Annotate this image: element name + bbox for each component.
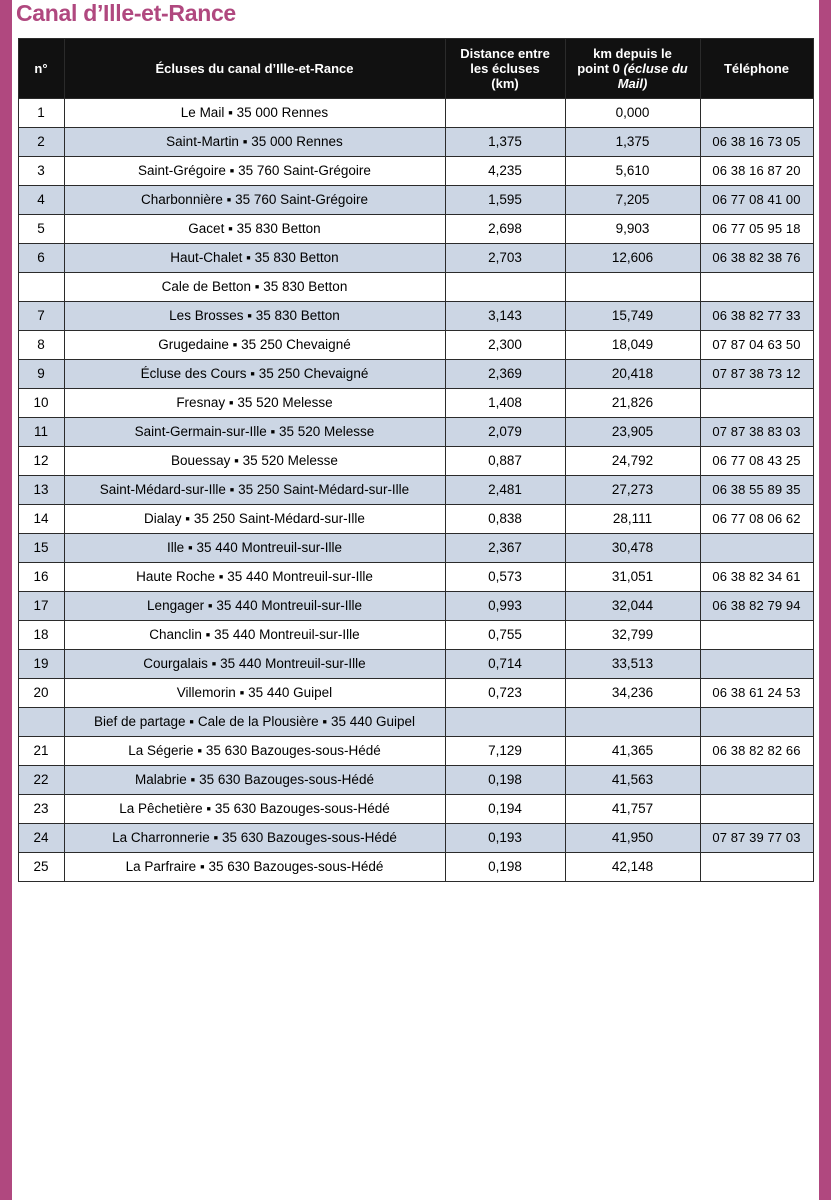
cell-km: 42,148 <box>565 853 700 882</box>
table-row <box>18 418 813 447</box>
cell-distance: 0,193 <box>445 824 565 853</box>
cell-telephone[interactable]: 06 77 08 41 00 <box>700 186 813 215</box>
cell-number: 20 <box>18 679 64 708</box>
cell-telephone[interactable]: 07 87 39 77 03 <box>700 824 813 853</box>
cell-km: 15,749 <box>565 302 700 331</box>
cell-distance: 0,714 <box>445 650 565 679</box>
table-row <box>18 853 813 882</box>
cell-telephone <box>700 650 813 679</box>
table-row <box>18 389 813 418</box>
cell-telephone[interactable]: 06 77 08 06 62 <box>700 505 813 534</box>
table-row <box>18 824 813 853</box>
cell-number: 19 <box>18 650 64 679</box>
cell-number: 6 <box>18 244 64 273</box>
column-header-distance-line3: (km) <box>491 76 519 91</box>
cell-telephone[interactable]: 06 38 55 89 35 <box>700 476 813 505</box>
cell-telephone <box>700 708 813 737</box>
cell-km: 27,273 <box>565 476 700 505</box>
column-header-km-point-zero: point 0 <box>577 61 624 76</box>
cell-telephone <box>700 621 813 650</box>
table-row <box>18 128 813 157</box>
cell-distance: 0,993 <box>445 592 565 621</box>
page-title-bar <box>12 0 819 38</box>
table-row <box>18 273 813 302</box>
cell-km: 0,000 <box>565 99 700 128</box>
table-row <box>18 766 813 795</box>
cell-distance: 0,198 <box>445 766 565 795</box>
cell-distance: 0,194 <box>445 795 565 824</box>
table-row <box>18 679 813 708</box>
table-row <box>18 186 813 215</box>
table-row <box>18 592 813 621</box>
cell-distance: 2,079 <box>445 418 565 447</box>
cell-number: 15 <box>18 534 64 563</box>
cell-number: 4 <box>18 186 64 215</box>
cell-lock-name: Les Brosses ▪ 35 830 Betton <box>64 302 445 331</box>
cell-number: 24 <box>18 824 64 853</box>
cell-number: 23 <box>18 795 64 824</box>
cell-km: 21,826 <box>565 389 700 418</box>
cell-lock-name: Villemorin ▪ 35 440 Guipel <box>64 679 445 708</box>
cell-lock-name: Bief de partage ▪ Cale de la Plousière ▪ 35 440 Guipel <box>64 708 445 737</box>
cell-telephone[interactable]: 06 38 82 38 76 <box>700 244 813 273</box>
cell-km: 7,205 <box>565 186 700 215</box>
cell-km: 34,236 <box>565 679 700 708</box>
cell-telephone[interactable]: 06 77 08 43 25 <box>700 447 813 476</box>
cell-km: 23,905 <box>565 418 700 447</box>
cell-number: 18 <box>18 621 64 650</box>
cell-number <box>18 273 64 302</box>
cell-distance: 2,481 <box>445 476 565 505</box>
cell-distance: 0,838 <box>445 505 565 534</box>
cell-number: 3 <box>18 157 64 186</box>
cell-km: 33,513 <box>565 650 700 679</box>
cell-telephone[interactable]: 06 38 82 34 61 <box>700 563 813 592</box>
locks-table <box>18 38 814 882</box>
cell-telephone[interactable]: 06 38 61 24 53 <box>700 679 813 708</box>
cell-telephone[interactable]: 06 38 82 79 94 <box>700 592 813 621</box>
cell-km: 5,610 <box>565 157 700 186</box>
column-header-km-line1: km depuis le <box>593 46 672 61</box>
cell-lock-name: La Charronnerie ▪ 35 630 Bazouges-sous-Hédé <box>64 824 445 853</box>
cell-distance: 1,375 <box>445 128 565 157</box>
column-header-distance-line2: les écluses <box>470 61 540 76</box>
cell-number: 21 <box>18 737 64 766</box>
cell-distance: 0,198 <box>445 853 565 882</box>
cell-distance <box>445 708 565 737</box>
cell-lock-name: Haute Roche ▪ 35 440 Montreuil-sur-Ille <box>64 563 445 592</box>
cell-number <box>18 708 64 737</box>
cell-number: 8 <box>18 331 64 360</box>
column-header-km-italic1: (écluse du <box>623 61 688 76</box>
column-header-km-from-zero <box>565 39 700 99</box>
cell-lock-name: Cale de Betton ▪ 35 830 Betton <box>64 273 445 302</box>
cell-number: 2 <box>18 128 64 157</box>
cell-km: 20,418 <box>565 360 700 389</box>
cell-number: 22 <box>18 766 64 795</box>
table-body <box>18 99 813 882</box>
cell-lock-name: Ille ▪ 35 440 Montreuil-sur-Ille <box>64 534 445 563</box>
page-title: Canal d’Ille-et-Rance <box>16 0 236 26</box>
cell-distance: 3,143 <box>445 302 565 331</box>
cell-lock-name: Écluse des Cours ▪ 35 250 Chevaigné <box>64 360 445 389</box>
table-row <box>18 360 813 389</box>
column-header-number: n° <box>18 39 64 99</box>
cell-distance: 1,595 <box>445 186 565 215</box>
cell-number: 14 <box>18 505 64 534</box>
cell-km: 9,903 <box>565 215 700 244</box>
cell-distance: 0,755 <box>445 621 565 650</box>
cell-km <box>565 708 700 737</box>
cell-telephone[interactable]: 06 38 16 87 20 <box>700 157 813 186</box>
cell-lock-name: Gacet ▪ 35 830 Betton <box>64 215 445 244</box>
cell-distance: 2,367 <box>445 534 565 563</box>
cell-km: 41,950 <box>565 824 700 853</box>
cell-km: 18,049 <box>565 331 700 360</box>
cell-number: 7 <box>18 302 64 331</box>
table-row <box>18 99 813 128</box>
table-row <box>18 650 813 679</box>
cell-km: 41,563 <box>565 766 700 795</box>
cell-number: 25 <box>18 853 64 882</box>
cell-lock-name: La Ségerie ▪ 35 630 Bazouges-sous-Hédé <box>64 737 445 766</box>
cell-lock-name: Courgalais ▪ 35 440 Montreuil-sur-Ille <box>64 650 445 679</box>
cell-distance <box>445 273 565 302</box>
cell-telephone <box>700 795 813 824</box>
cell-lock-name: Saint-Médard-sur-Ille ▪ 35 250 Saint-Médard-sur-Ille <box>64 476 445 505</box>
cell-lock-name: Dialay ▪ 35 250 Saint-Médard-sur-Ille <box>64 505 445 534</box>
table-row <box>18 563 813 592</box>
table-row <box>18 505 813 534</box>
cell-distance <box>445 99 565 128</box>
cell-km: 28,111 <box>565 505 700 534</box>
cell-number: 12 <box>18 447 64 476</box>
table-header <box>18 39 813 99</box>
cell-telephone <box>700 853 813 882</box>
column-header-telephone: Téléphone <box>700 39 813 99</box>
cell-telephone <box>700 534 813 563</box>
cell-km: 32,799 <box>565 621 700 650</box>
column-header-distance <box>445 39 565 99</box>
cell-number: 13 <box>18 476 64 505</box>
table-header-row <box>18 39 813 99</box>
cell-telephone <box>700 766 813 795</box>
cell-distance: 0,723 <box>445 679 565 708</box>
table-row <box>18 621 813 650</box>
cell-lock-name: Le Mail ▪ 35 000 Rennes <box>64 99 445 128</box>
cell-telephone[interactable]: 06 38 16 73 05 <box>700 128 813 157</box>
cell-lock-name: Malabrie ▪ 35 630 Bazouges-sous-Hédé <box>64 766 445 795</box>
cell-lock-name: La Pêchetière ▪ 35 630 Bazouges-sous-Hédé <box>64 795 445 824</box>
cell-telephone[interactable]: 07 87 38 83 03 <box>700 418 813 447</box>
cell-km: 32,044 <box>565 592 700 621</box>
cell-km: 41,757 <box>565 795 700 824</box>
table-row <box>18 331 813 360</box>
column-header-km-italic2: Mail) <box>617 76 648 91</box>
cell-telephone[interactable]: 06 77 05 95 18 <box>700 215 813 244</box>
table-row <box>18 737 813 766</box>
cell-km: 1,375 <box>565 128 700 157</box>
table-row <box>18 534 813 563</box>
cell-number: 5 <box>18 215 64 244</box>
cell-distance: 7,129 <box>445 737 565 766</box>
cell-km: 12,606 <box>565 244 700 273</box>
cell-lock-name: Fresnay ▪ 35 520 Melesse <box>64 389 445 418</box>
cell-km: 41,365 <box>565 737 700 766</box>
cell-distance: 1,408 <box>445 389 565 418</box>
cell-telephone <box>700 99 813 128</box>
table-row <box>18 215 813 244</box>
table-row <box>18 795 813 824</box>
cell-distance: 2,300 <box>445 331 565 360</box>
cell-km <box>565 273 700 302</box>
cell-distance: 2,703 <box>445 244 565 273</box>
cell-lock-name: Grugedaine ▪ 35 250 Chevaigné <box>64 331 445 360</box>
cell-lock-name: Bouessay ▪ 35 520 Melesse <box>64 447 445 476</box>
cell-km: 24,792 <box>565 447 700 476</box>
cell-number: 10 <box>18 389 64 418</box>
cell-telephone[interactable]: 06 38 82 82 66 <box>700 737 813 766</box>
cell-km: 30,478 <box>565 534 700 563</box>
cell-number: 17 <box>18 592 64 621</box>
cell-telephone[interactable]: 06 38 82 77 33 <box>700 302 813 331</box>
cell-lock-name: Lengager ▪ 35 440 Montreuil-sur-Ille <box>64 592 445 621</box>
cell-number: 11 <box>18 418 64 447</box>
table-row <box>18 476 813 505</box>
cell-number: 16 <box>18 563 64 592</box>
cell-distance: 2,698 <box>445 215 565 244</box>
cell-telephone[interactable]: 07 87 38 73 12 <box>700 360 813 389</box>
cell-telephone <box>700 273 813 302</box>
table-row <box>18 447 813 476</box>
table-row <box>18 708 813 737</box>
cell-telephone <box>700 389 813 418</box>
cell-km: 31,051 <box>565 563 700 592</box>
cell-lock-name: Chanclin ▪ 35 440 Montreuil-sur-Ille <box>64 621 445 650</box>
column-header-distance-line1: Distance entre <box>460 46 550 61</box>
cell-distance: 0,573 <box>445 563 565 592</box>
cell-telephone[interactable]: 07 87 04 63 50 <box>700 331 813 360</box>
cell-lock-name: Haut-Chalet ▪ 35 830 Betton <box>64 244 445 273</box>
cell-distance: 0,887 <box>445 447 565 476</box>
table-row <box>18 157 813 186</box>
cell-number: 1 <box>18 99 64 128</box>
cell-lock-name: Saint-Germain-sur-Ille ▪ 35 520 Melesse <box>64 418 445 447</box>
table-row <box>18 302 813 331</box>
cell-number: 9 <box>18 360 64 389</box>
cell-lock-name: La Parfraire ▪ 35 630 Bazouges-sous-Hédé <box>64 853 445 882</box>
cell-lock-name: Saint-Martin ▪ 35 000 Rennes <box>64 128 445 157</box>
cell-distance: 4,235 <box>445 157 565 186</box>
cell-lock-name: Saint-Grégoire ▪ 35 760 Saint-Grégoire <box>64 157 445 186</box>
cell-lock-name: Charbonnière ▪ 35 760 Saint-Grégoire <box>64 186 445 215</box>
column-header-lock-name: Écluses du canal d’Ille-et-Rance <box>64 39 445 99</box>
table-row <box>18 244 813 273</box>
cell-distance: 2,369 <box>445 360 565 389</box>
